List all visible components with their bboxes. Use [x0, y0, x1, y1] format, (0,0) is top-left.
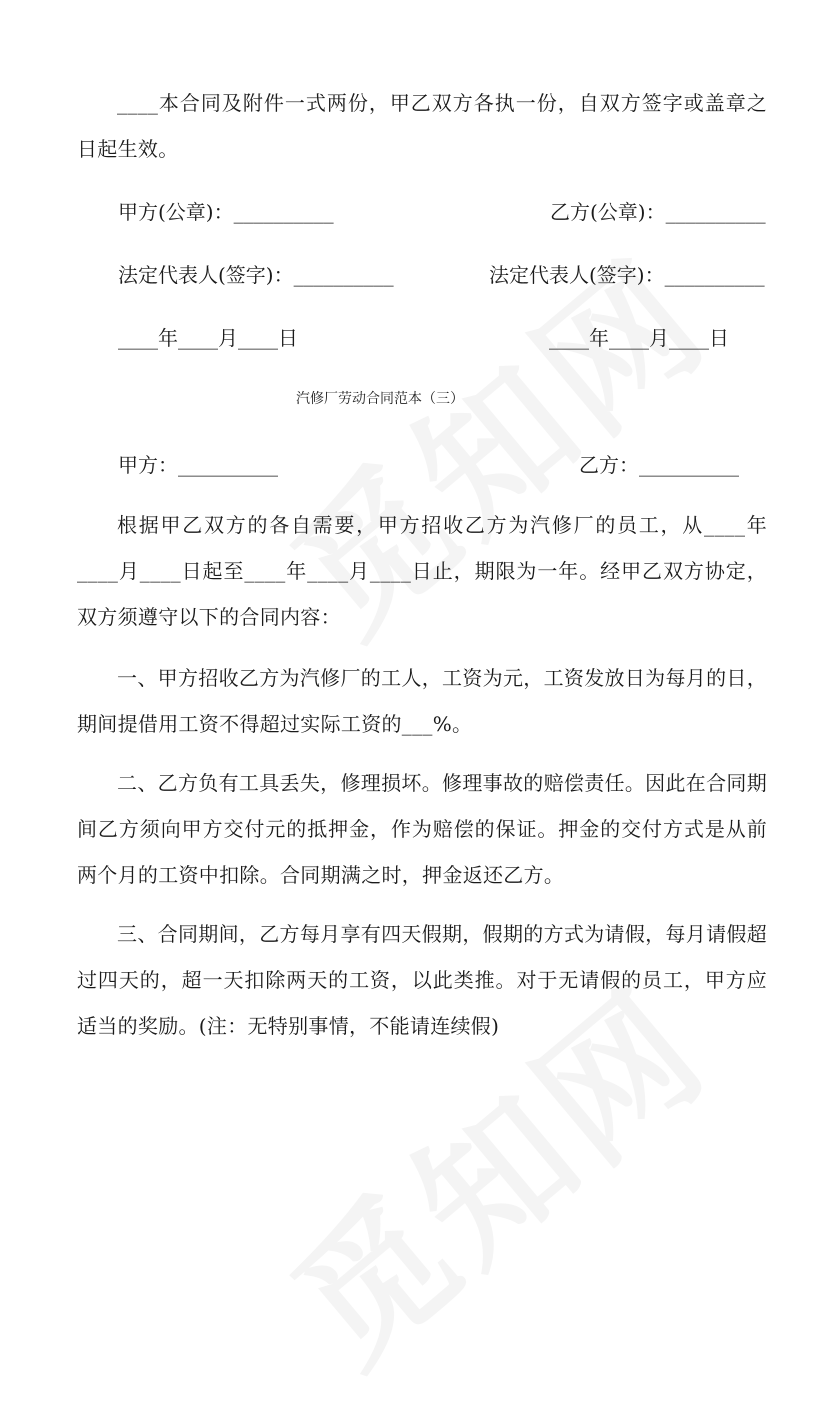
- party-b: 乙方：__________: [579, 453, 739, 477]
- intro-paragraph: ____本合同及附件一式两份，甲乙双方各执一份，自双方签字或盖章之日起生效。: [77, 91, 767, 161]
- representative-b: 法定代表人(签字)：__________: [489, 263, 765, 287]
- representative-a: 法定代表人(签字)：__________: [118, 263, 394, 287]
- party-a: 甲方：__________: [118, 453, 278, 477]
- clause-2: 二、乙方负有工具丢失，修理损坏。修理事故的赔偿责任。因此在合同期间乙方须向甲方交付元的抵押金，作为赔偿的保证。押金的交付方式是从前两个月的工资中扣除。合同期满之时，押金返还乙方。: [77, 771, 767, 887]
- document-title: 汽修厂劳动合同范本（三）: [296, 391, 464, 407]
- clause-1: 一、甲方招收乙方为汽修厂的工人，工资为元，工资发放日为每月的日，期间提借用工资不得超过实际工资的___%。: [77, 666, 767, 736]
- basis-paragraph: 根据甲乙双方的各自需要，甲方招收乙方为汽修厂的员工，从____年____月____日起至____年____月____日止，期限为一年。经甲乙双方协定，双方须遵守以下的合同内容：: [77, 513, 767, 629]
- date-a: ____年____月____日: [118, 326, 298, 350]
- date-b: ____年____月____日: [549, 326, 729, 350]
- party-b-seal: 乙方(公章)：__________: [550, 200, 766, 224]
- clause-3: 三、合同期间，乙方每月享有四天假期，假期的方式为请假，每月请假超过四天的，超一天扣除两天的工资，以此类推。对于无请假的员工，甲方应适当的奖励。(注：无特别事情，不能请连续假): [77, 922, 767, 1038]
- party-a-seal: 甲方(公章)：__________: [118, 200, 334, 224]
